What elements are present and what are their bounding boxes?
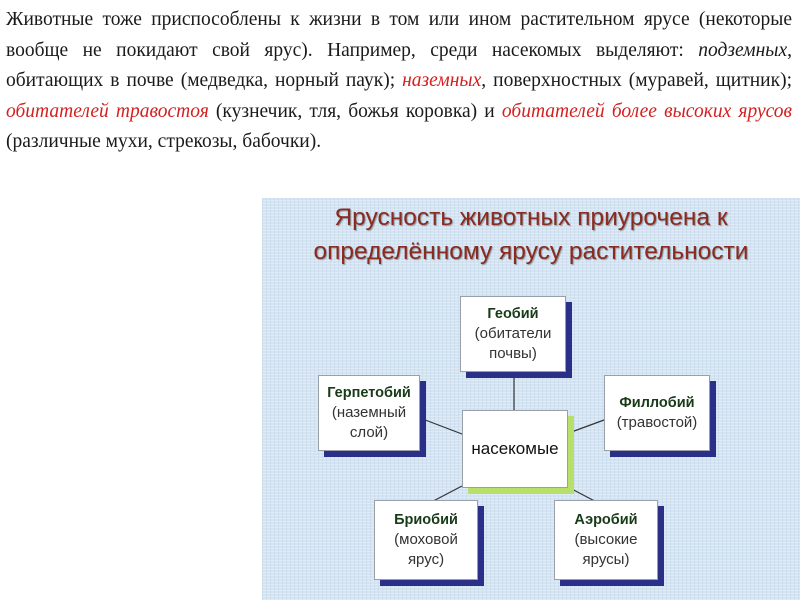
node-aerobiy-sub: (высокие ярусы) (574, 531, 638, 568)
center-node-insects: насекомые (462, 410, 568, 488)
node-aerobiy (554, 500, 658, 580)
paragraph-text-2: , обитающих в почве (медведка, норный паук); (6, 39, 792, 91)
node-geobiy-title: Геобий (487, 306, 539, 322)
term-high: обитателей более высоких ярусов (501, 100, 792, 122)
node-briobiy (374, 500, 478, 580)
paragraph-text-1: Животные тоже приспособлены к жизни в том или ином растительном ярусе (некоторые вообще не покидают свой ярус). Например, среди насекомых выделяют: (6, 9, 792, 61)
node-geobiy-sub: (обитатели почвы) (474, 325, 552, 362)
node-fillobiy-title: Филлобий (619, 395, 695, 411)
diagram-slide (262, 198, 800, 600)
node-briobiy-title: Бриобий (394, 512, 458, 528)
connector-fillobiy (566, 420, 604, 434)
node-gerpetobiy-sub: (наземный слой) (331, 404, 407, 441)
node-geobiy (460, 296, 566, 372)
node-gerpetobiy (318, 375, 420, 451)
node-aerobiy-title: Аэробий (574, 512, 638, 528)
term-grass: обитателей травостоя (6, 100, 209, 122)
paragraph-text-5: (различные мухи, стрекозы, бабочки). (6, 131, 322, 152)
intro-paragraph (6, 5, 792, 158)
slide-title-line-2: определённому ярусу растительности (313, 238, 749, 265)
node-gerpetobiy-title: Герпетобий (327, 385, 411, 401)
node-briobiy-sub: (моховой ярус) (394, 531, 458, 568)
paragraph-text-3: , поверхностных (муравей, щитник); (481, 70, 792, 91)
node-fillobiy-sub: (травостой) (616, 414, 698, 431)
term-underground: подземных (698, 39, 788, 61)
term-ground: наземных (402, 70, 482, 91)
slide-title-line-1: Ярусность животных приурочена к (334, 204, 728, 231)
paragraph-text-4: (кузнечик, тля, божья коровка) и (208, 100, 502, 122)
connector-gerpetobiy (420, 418, 462, 434)
node-fillobiy (604, 375, 710, 451)
